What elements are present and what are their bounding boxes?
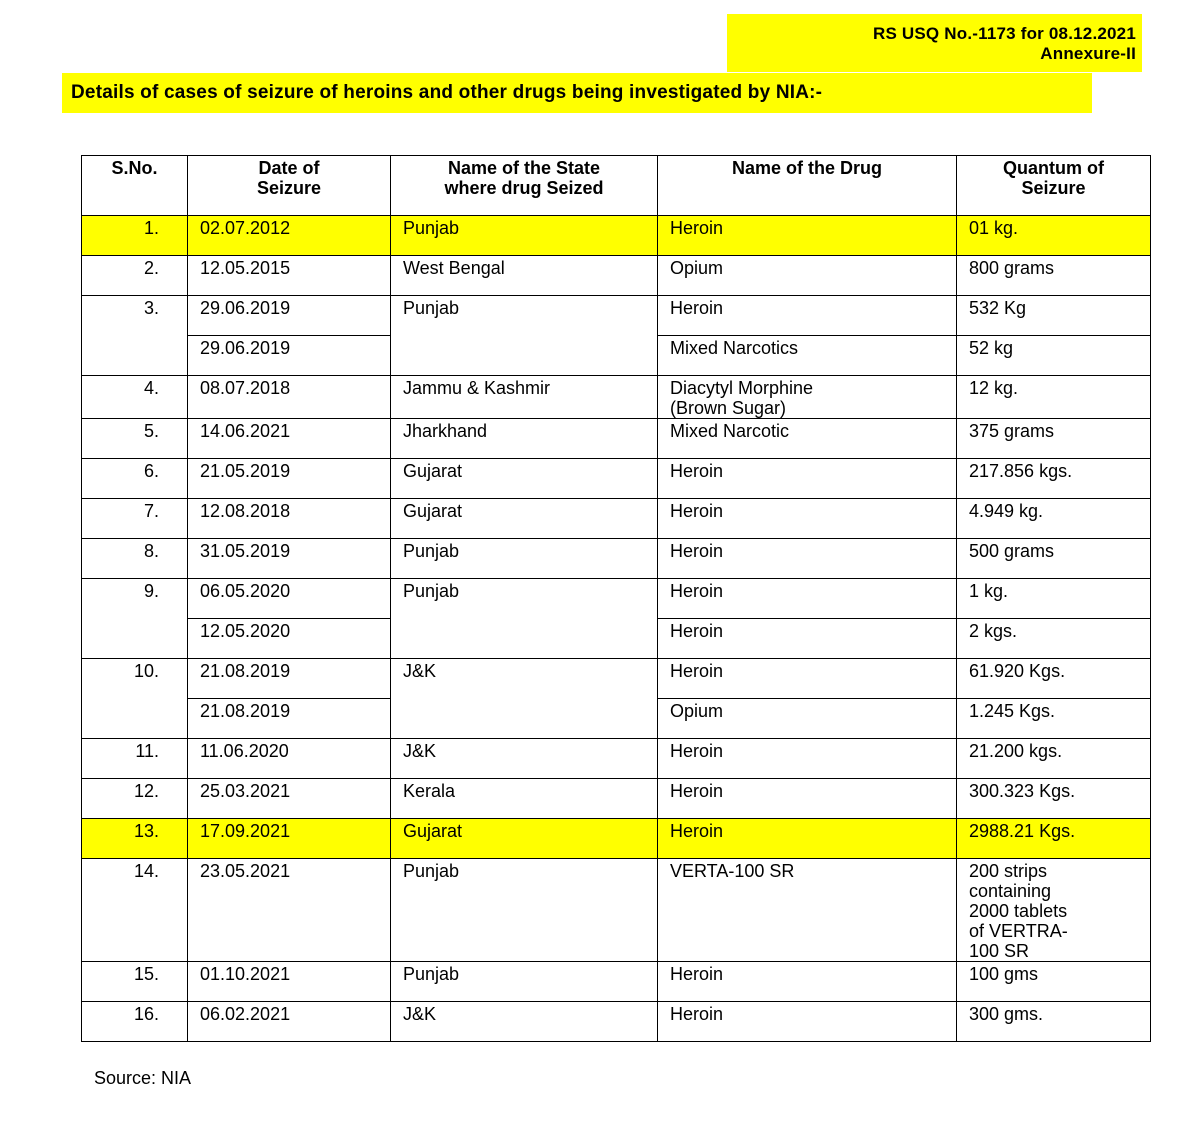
cell-drug: Heroin <box>658 499 957 539</box>
cell-sno: 3. <box>82 296 188 376</box>
cell-state: J&K <box>391 1002 658 1042</box>
cell-sno: 10. <box>82 659 188 739</box>
cell-date: 12.08.2018 <box>188 499 391 539</box>
cell-date: 21.08.2019 <box>188 699 391 739</box>
table-row <box>82 859 1151 962</box>
cell-quantity: 52 kg <box>957 336 1151 376</box>
cell-date: 31.05.2019 <box>188 539 391 579</box>
cell-quantity: 1 kg. <box>957 579 1151 619</box>
table-row <box>82 819 1151 859</box>
cell-state: Punjab <box>391 216 658 256</box>
cell-quantity: 100 gms <box>957 962 1151 1002</box>
table-row <box>82 419 1151 459</box>
cell-drug <box>658 376 957 419</box>
cell-quantity-line: of VERTRA- <box>969 921 1068 941</box>
cell-date: 29.06.2019 <box>188 336 391 376</box>
header-sno: S.No. <box>82 156 188 216</box>
cell-date: 14.06.2021 <box>188 419 391 459</box>
cell-state: Punjab <box>391 579 658 659</box>
seizure-table <box>81 155 1151 1042</box>
cell-date: 25.03.2021 <box>188 779 391 819</box>
cell-drug: Heroin <box>658 962 957 1002</box>
table-row <box>82 539 1151 579</box>
table-row <box>82 1002 1151 1042</box>
cell-drug: Opium <box>658 256 957 296</box>
document-title: Details of cases of seizure of heroins and other drugs being investigated by NIA:- <box>62 73 1092 113</box>
cell-drug: Heroin <box>658 459 957 499</box>
cell-state: J&K <box>391 659 658 739</box>
cell-date: 06.05.2020 <box>188 579 391 619</box>
cell-quantity: 500 grams <box>957 539 1151 579</box>
cell-state: Punjab <box>391 539 658 579</box>
cell-quantity: 217.856 kgs. <box>957 459 1151 499</box>
table-header-row <box>82 156 1151 216</box>
cell-date: 11.06.2020 <box>188 739 391 779</box>
table-row <box>82 962 1151 1002</box>
cell-state: Jharkhand <box>391 419 658 459</box>
cell-drug: Heroin <box>658 296 957 336</box>
cell-drug: Heroin <box>658 619 957 659</box>
header-date-line: Seizure <box>256 178 322 198</box>
cell-quantity: 532 Kg <box>957 296 1151 336</box>
cell-date: 12.05.2020 <box>188 619 391 659</box>
cell-drug: Mixed Narcotics <box>658 336 957 376</box>
header-state-line: Name of the State <box>447 158 601 178</box>
cell-quantity: 12 kg. <box>957 376 1151 419</box>
cell-date: 23.05.2021 <box>188 859 391 962</box>
table-row <box>82 216 1151 256</box>
table-row <box>82 739 1151 779</box>
cell-drug: Heroin <box>658 216 957 256</box>
cell-drug-line: Diacytyl Morphine <box>670 378 814 398</box>
cell-date: 17.09.2021 <box>188 819 391 859</box>
cell-date: 21.05.2019 <box>188 459 391 499</box>
header-quantity-line: Quantum of <box>1003 158 1104 178</box>
cell-drug-line: (Brown Sugar) <box>670 398 787 418</box>
cell-quantity: 4.949 kg. <box>957 499 1151 539</box>
cell-quantity-line: 200 strips <box>969 861 1048 881</box>
table-row <box>82 779 1151 819</box>
cell-state: Punjab <box>391 962 658 1002</box>
cell-date: 01.10.2021 <box>188 962 391 1002</box>
cell-sno: 8. <box>82 539 188 579</box>
header-state-line: where drug Seized <box>444 178 604 198</box>
cell-date: 12.05.2015 <box>188 256 391 296</box>
cell-sno: 11. <box>82 739 188 779</box>
cell-quantity: 300 gms. <box>957 1002 1151 1042</box>
cell-date: 21.08.2019 <box>188 659 391 699</box>
cell-sno: 5. <box>82 419 188 459</box>
cell-state: Punjab <box>391 859 658 962</box>
header-drug: Name of the Drug <box>658 156 957 216</box>
cell-quantity: 61.920 Kgs. <box>957 659 1151 699</box>
cell-date: 08.07.2018 <box>188 376 391 419</box>
cell-sno: 2. <box>82 256 188 296</box>
cell-sno: 15. <box>82 962 188 1002</box>
table-row <box>82 296 1151 336</box>
cell-sno: 16. <box>82 1002 188 1042</box>
cell-drug: VERTA-100 SR <box>658 859 957 962</box>
cell-drug: Heroin <box>658 579 957 619</box>
cell-drug: Opium <box>658 699 957 739</box>
cell-sno: 4. <box>82 376 188 419</box>
cell-drug: Heroin <box>658 739 957 779</box>
cell-state: Gujarat <box>391 459 658 499</box>
cell-state: Gujarat <box>391 499 658 539</box>
cell-sno: 13. <box>82 819 188 859</box>
cell-date: 29.06.2019 <box>188 296 391 336</box>
cell-drug: Heroin <box>658 819 957 859</box>
cell-quantity: 2988.21 Kgs. <box>957 819 1151 859</box>
cell-sno: 6. <box>82 459 188 499</box>
cell-quantity: 01 kg. <box>957 216 1151 256</box>
cell-drug: Heroin <box>658 779 957 819</box>
cell-state: Punjab <box>391 296 658 376</box>
cell-drug: Heroin <box>658 539 957 579</box>
cell-state: J&K <box>391 739 658 779</box>
cell-sno: 12. <box>82 779 188 819</box>
cell-quantity-line: containing <box>969 881 1052 901</box>
table-row <box>82 256 1151 296</box>
cell-quantity: 21.200 kgs. <box>957 739 1151 779</box>
cell-sno: 14. <box>82 859 188 962</box>
header-date <box>188 156 391 216</box>
cell-quantity: 1.245 Kgs. <box>957 699 1151 739</box>
cell-quantity: 800 grams <box>957 256 1151 296</box>
header-state <box>391 156 658 216</box>
cell-quantity <box>957 859 1151 962</box>
header-quantity <box>957 156 1151 216</box>
cell-sno: 7. <box>82 499 188 539</box>
cell-quantity: 300.323 Kgs. <box>957 779 1151 819</box>
cell-drug: Heroin <box>658 659 957 699</box>
header-quantity-line: Seizure <box>1021 178 1086 198</box>
question-reference: RS USQ No.-1173 for 08.12.2021 <box>872 24 1136 43</box>
table-row <box>82 579 1151 619</box>
annexure-label: Annexure-II <box>1040 44 1136 63</box>
cell-drug: Mixed Narcotic <box>658 419 957 459</box>
cell-sno: 9. <box>82 579 188 659</box>
cell-sno: 1. <box>82 216 188 256</box>
reference-header <box>727 14 1142 72</box>
cell-state: Jammu & Kashmir <box>391 376 658 419</box>
cell-state: Gujarat <box>391 819 658 859</box>
table-row <box>82 376 1151 419</box>
cell-quantity-line: 2000 tablets <box>969 901 1068 921</box>
cell-date: 06.02.2021 <box>188 1002 391 1042</box>
cell-date: 02.07.2012 <box>188 216 391 256</box>
cell-state: West Bengal <box>391 256 658 296</box>
table-row <box>82 459 1151 499</box>
cell-drug: Heroin <box>658 1002 957 1042</box>
cell-state: Kerala <box>391 779 658 819</box>
header-date-line: Date of <box>258 158 320 178</box>
table-row <box>82 499 1151 539</box>
cell-quantity: 375 grams <box>957 419 1151 459</box>
table-row <box>82 659 1151 699</box>
source-note: Source: NIA <box>94 1068 192 1088</box>
cell-quantity-line: 100 SR <box>969 941 1030 961</box>
cell-quantity: 2 kgs. <box>957 619 1151 659</box>
